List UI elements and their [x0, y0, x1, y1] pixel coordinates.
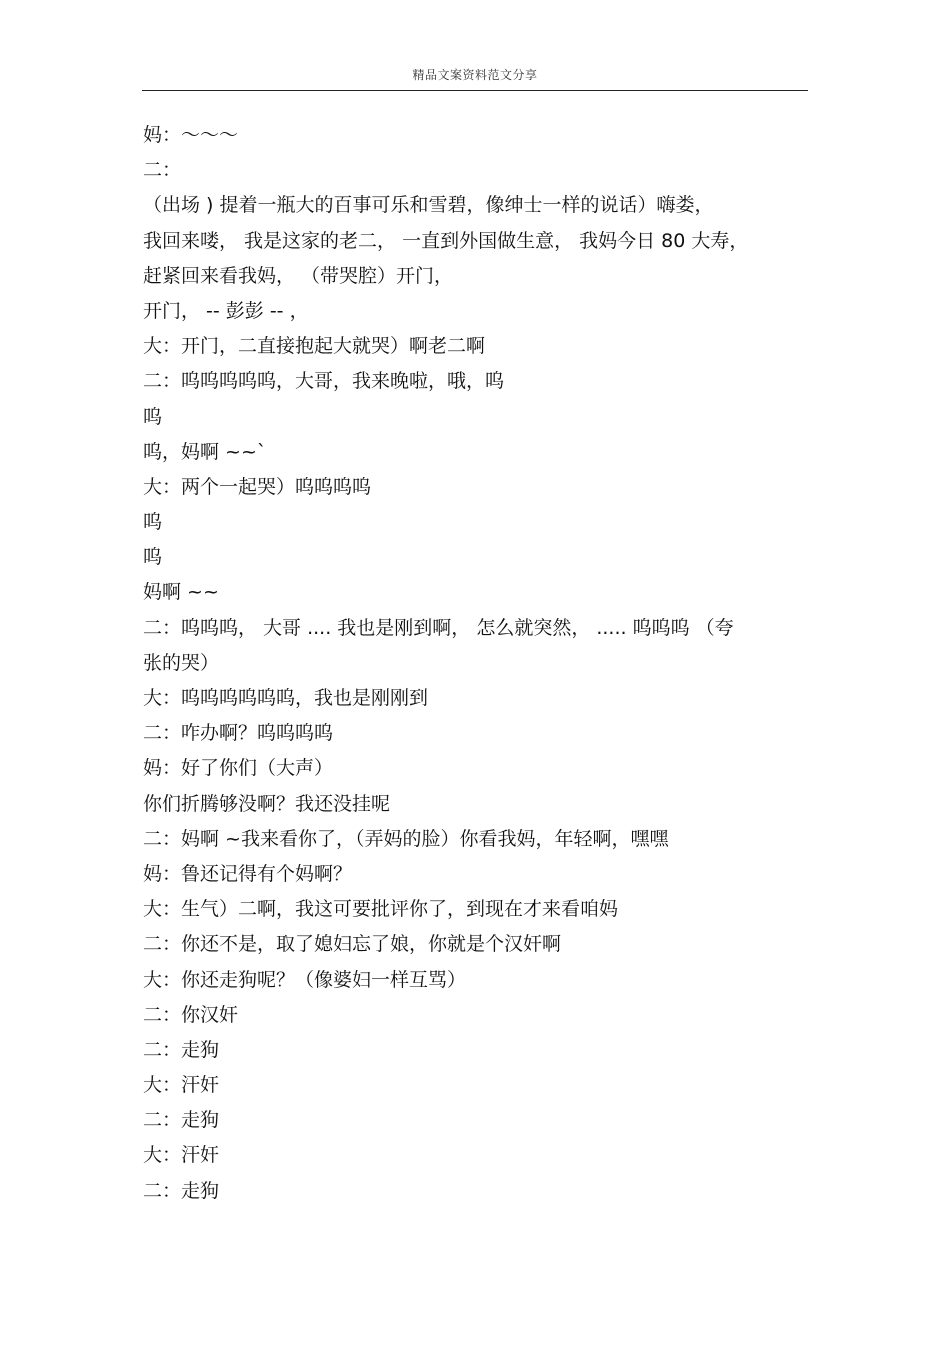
- script-line: 你们折腾够没啊？我还没挂呢: [143, 792, 391, 815]
- script-line: 妈：好了你们（大声）: [143, 757, 334, 780]
- script-line: 大：开门，二直接抱起大就哭）啊老二啊: [143, 335, 486, 358]
- script-line: 张的哭）: [143, 651, 220, 674]
- script-line: 二：走狗: [143, 1038, 220, 1061]
- script-line: 二：妈啊 ~我来看你了，（弄妈的脸）你看我妈，年轻啊，嘿嘿: [143, 827, 669, 850]
- header-divider: [142, 90, 808, 91]
- script-line: 呜: [143, 405, 163, 428]
- document-body: [143, 118, 808, 1209]
- script-line: 大：汗奸: [143, 1074, 220, 1097]
- script-line: 二：你还不是，取了媳妇忘了娘，你就是个汉奸啊: [143, 933, 562, 956]
- script-line: 大：呜呜呜呜呜呜，我也是刚刚到: [143, 687, 429, 709]
- script-line: 呜: [143, 546, 163, 569]
- script-line: 二：走狗: [143, 1109, 220, 1132]
- script-line: 大：两个一起哭）呜呜呜呜: [143, 475, 372, 498]
- script-line: 大：汗奸: [143, 1144, 220, 1167]
- script-line: 赶紧回来看我妈， （带哭腔）开门，: [143, 264, 454, 287]
- script-line: 二：呜呜呜呜呜，大哥，我来晚啦，哦，呜: [143, 370, 505, 393]
- script-line: 妈：～～～: [143, 124, 239, 146]
- script-line: （出场 ) 提着一瓶大的百事可乐和雪碧，像绅士一样的说话）嗨娄，: [143, 194, 714, 217]
- script-line: 开门， -- 彭彭 -- ，: [143, 299, 309, 322]
- script-line: 二：走狗: [143, 1179, 220, 1202]
- script-line: 妈：鲁还记得有个妈啊？: [143, 862, 353, 885]
- script-line: 大：生气）二啊，我这可要批评你了，到现在才来看咱妈: [143, 898, 619, 921]
- script-line: 妈啊 ~~: [143, 581, 219, 604]
- page-header: 精品文案资料范文分享: [412, 68, 538, 82]
- script-line: 呜: [143, 511, 163, 534]
- script-line: 二：咋办啊？呜呜呜呜: [143, 722, 334, 745]
- script-line: 我回来喽， 我是这家的老二， 一直到外国做生意， 我妈今日 80 大寿，: [143, 229, 749, 252]
- script-line: 二：呜呜呜， 大哥 .... 我也是刚到啊， 怎么就突然， ..... 呜呜呜 （夸: [143, 616, 734, 639]
- script-line: 二：你汉奸: [143, 1003, 239, 1026]
- script-line: 二：: [143, 159, 182, 182]
- script-line: 呜，妈啊 ~~`: [143, 440, 267, 463]
- script-line: 大：你还走狗呢？（像婆妇一样互骂）: [143, 968, 467, 991]
